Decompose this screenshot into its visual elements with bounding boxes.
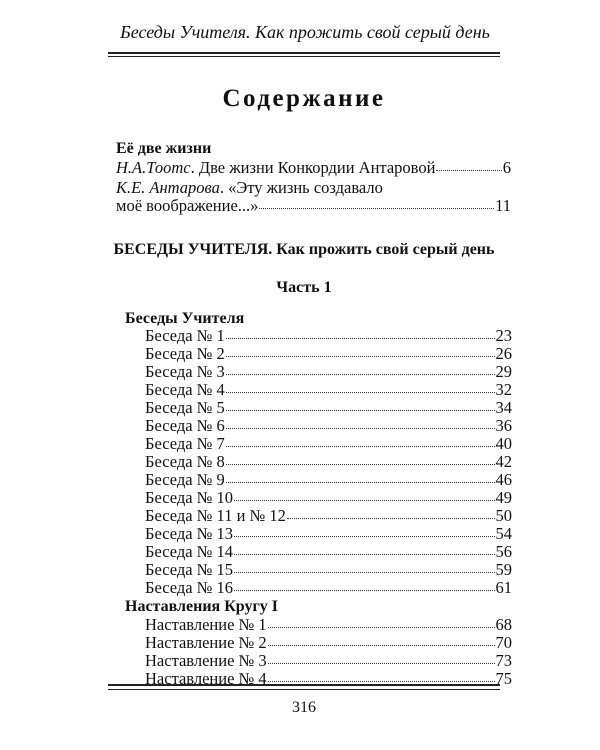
toc-entry-talk-3[interactable] — [145, 363, 512, 381]
toc-entry-talk-13[interactable] — [145, 525, 512, 543]
dot-leader — [226, 398, 495, 411]
toc-entry-talk-6[interactable] — [145, 417, 512, 435]
dot-leader — [234, 560, 494, 573]
dot-leader — [234, 524, 494, 537]
toc-entry-label: Беседа № 9 — [145, 470, 225, 489]
toc-title: Содержание — [222, 85, 386, 112]
instructions-heading: Наставления Кругу I — [125, 598, 278, 615]
page-ref: 61 — [495, 578, 512, 597]
page-ref: 56 — [495, 542, 512, 561]
entry-author: К.Е. Антарова — [116, 178, 220, 197]
toc-entry-label: Беседа № 13 — [145, 524, 234, 543]
toc-entry-instruction-1[interactable] — [145, 616, 512, 634]
page-ref: 73 — [495, 651, 512, 670]
toc-entry-talk-2[interactable] — [145, 345, 512, 363]
toc-entry-label — [116, 159, 435, 177]
page-ref: 50 — [495, 506, 512, 525]
dot-leader — [287, 506, 495, 519]
dot-leader — [226, 344, 495, 357]
toc-entry-talk-8[interactable] — [145, 453, 512, 471]
toc-entry-talk-15[interactable] — [145, 561, 512, 579]
page-ref: 68 — [495, 615, 512, 634]
toc-entry-label: Беседа № 7 — [145, 434, 225, 453]
running-head: Беседы Учителя. Как прожить свой серый день — [120, 22, 490, 42]
page-ref: 46 — [495, 470, 512, 489]
dot-leader — [436, 158, 501, 171]
page-ref: 40 — [495, 434, 512, 453]
toc-entry-label: Беседа № 4 — [145, 380, 225, 399]
toc-entry-talk-5[interactable] — [145, 399, 512, 417]
toc-entry-label: Наставление № 4 — [145, 669, 267, 688]
page-ref: 75 — [495, 669, 512, 688]
entry-author: Н.А.Тоотс — [116, 158, 191, 177]
intro-heading: Её две жизни — [116, 140, 212, 157]
toc-entry-label: Беседа № 2 — [145, 344, 225, 363]
toc-entry-talk-14[interactable] — [145, 543, 512, 561]
dot-leader — [226, 416, 495, 429]
toc-entry-talk-11-12[interactable] — [145, 507, 512, 525]
page-ref: 26 — [495, 344, 512, 363]
entry-title: . Две жизни Конкордии Антаровой — [190, 158, 436, 177]
dot-leader — [226, 362, 495, 375]
page-ref: 32 — [495, 380, 512, 399]
toc-entry-label: Беседа № 11 и № 12 — [145, 506, 286, 525]
page-ref: 23 — [495, 326, 512, 345]
toc-entry-intro-2-line1 — [116, 179, 383, 197]
dot-leader — [268, 633, 495, 646]
toc-entry-label: Беседа № 3 — [145, 362, 225, 381]
page-ref: 34 — [495, 398, 512, 417]
dot-leader — [234, 578, 494, 591]
toc-entry-instruction-3[interactable] — [145, 652, 512, 670]
page-ref: 36 — [495, 416, 512, 435]
toc-entry-label: Наставление № 1 — [145, 615, 267, 634]
dot-leader — [226, 434, 495, 447]
dot-leader — [268, 669, 495, 682]
toc-entry-label: Беседа № 6 — [145, 416, 225, 435]
page-ref: 49 — [495, 488, 512, 507]
page-ref: 6 — [502, 158, 511, 177]
toc-entry-label: моё воображение...» — [116, 196, 259, 215]
page-ref: 54 — [495, 524, 512, 543]
toc-entry-talk-9[interactable] — [145, 471, 512, 489]
dot-leader — [268, 615, 495, 628]
talks-heading: Беседы Учителя — [125, 310, 245, 327]
page-ref: 29 — [495, 362, 512, 381]
toc-entry-label: Беседа № 8 — [145, 452, 225, 471]
toc-entry-label: Беседа № 16 — [145, 578, 234, 597]
toc-entry-label: Беседа № 1 — [145, 326, 225, 345]
toc-entry-intro-2[interactable] — [116, 197, 511, 215]
dot-leader — [259, 196, 494, 209]
page-number: 316 — [292, 699, 316, 716]
toc-entry-talk-10[interactable] — [145, 489, 512, 507]
book-title: БЕСЕДЫ УЧИТЕЛЯ. Как прожить свой серый день — [113, 241, 495, 258]
part-label: Часть 1 — [276, 279, 332, 296]
page-ref: 59 — [495, 560, 512, 579]
toc-entry-instruction-2[interactable] — [145, 634, 512, 652]
page-ref: 11 — [495, 196, 511, 215]
toc-entry-intro-1[interactable] — [116, 159, 511, 177]
dot-leader — [226, 326, 495, 339]
top-double-rule — [108, 52, 500, 54]
dot-leader — [234, 488, 494, 501]
dot-leader — [234, 542, 494, 555]
toc-entry-label: Беседа № 5 — [145, 398, 225, 417]
dot-leader — [268, 651, 495, 664]
toc-entry-label: Беседа № 14 — [145, 542, 234, 561]
dot-leader — [226, 452, 495, 465]
entry-title: . «Эту жизнь создавало — [219, 178, 383, 197]
toc-entry-talk-1[interactable] — [145, 327, 512, 345]
toc-entry-label: Беседа № 15 — [145, 560, 234, 579]
toc-entry-talk-16[interactable] — [145, 579, 512, 597]
toc-entry-label: Наставление № 3 — [145, 651, 267, 670]
toc-entry-talk-7[interactable] — [145, 435, 512, 453]
page-ref: 42 — [495, 452, 512, 471]
toc-entry-talk-4[interactable] — [145, 381, 512, 399]
page-ref: 70 — [495, 633, 512, 652]
dot-leader — [226, 470, 495, 483]
toc-entry-label: Беседа № 10 — [145, 488, 234, 507]
toc-entry-label: Наставление № 2 — [145, 633, 267, 652]
bottom-double-rule — [108, 684, 500, 686]
dot-leader — [226, 380, 495, 393]
